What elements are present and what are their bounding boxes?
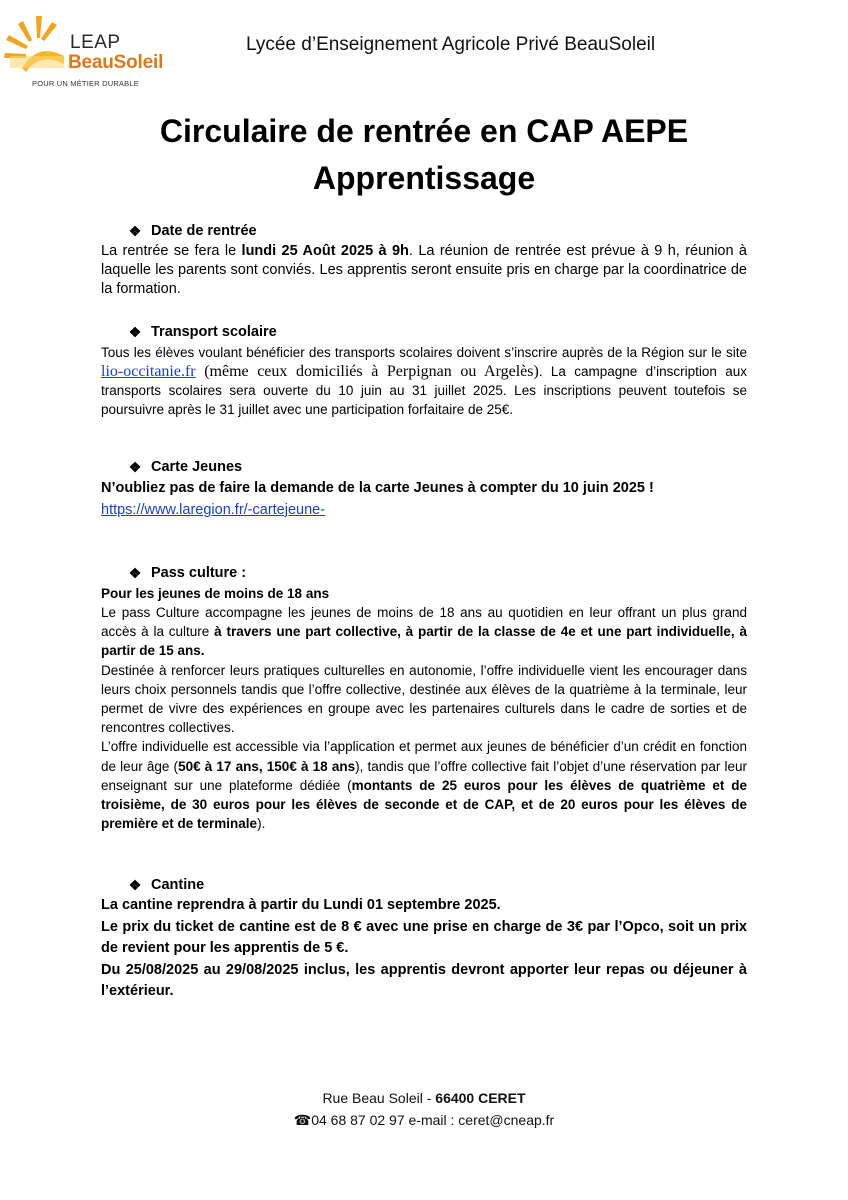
- logo-beausoleil-text: BeauSoleil: [68, 52, 164, 73]
- lio-occitanie-link[interactable]: lio-occitanie.fr: [101, 362, 196, 380]
- footer-address: [0, 1090, 848, 1106]
- section-heading: [128, 564, 747, 584]
- text: Tous les élèves voulant bénéficier des transports scolaires doivent s’inscrire auprès de la Région sur le site: [101, 344, 747, 360]
- heading-text: Transport scolaire: [151, 324, 277, 340]
- bold-text: 50€ à 17 ans, 150€ à 18 ans: [178, 758, 356, 774]
- section-heading: [128, 222, 747, 242]
- paragraph: La cantine reprendra à partir du Lundi 01 septembre 2025.: [101, 897, 501, 914]
- carte-jeunes-notice: N’oubliez pas de faire la demande de la carte Jeunes à compter du 10 juin 2025 !: [101, 480, 654, 497]
- heading-text: Cantine: [151, 876, 205, 893]
- section-heading: [128, 457, 747, 477]
- text: ), tandis que l’offre collective fait l’objet d’une réservation par leur enseignant sur une plateforme dédiée (: [101, 758, 747, 793]
- heading-text: Pass culture :: [151, 565, 247, 582]
- paragraph: [101, 242, 747, 300]
- diamond-bullet-icon: ❖: [128, 876, 142, 893]
- carte-jeune-link[interactable]: https://www.laregion.fr/-cartejeune-: [101, 501, 326, 518]
- paragraph: Le prix du ticket de cantine est de 8 € avec une prise en charge de 3€ par l’Opco, soit un prix de revient pour les apprentis de 5 €.: [101, 918, 747, 957]
- footer-contact-line: [0, 1112, 848, 1129]
- diamond-bullet-icon: ❖: [128, 324, 142, 340]
- paragraph: Du 25/08/2025 au 29/08/2025 inclus, les apprentis devront apporter leur repas ou déjeuner à l’extérieur.: [101, 961, 747, 1000]
- section-heading: [128, 323, 747, 343]
- section-cantine: [101, 875, 747, 1003]
- school-logo: [4, 12, 164, 92]
- logo-tagline: POUR UN MÉTIER DURABLE: [32, 79, 139, 88]
- text: (même ceux domiciliés à Perpignan ou Argelès): [195, 362, 539, 380]
- footer-city: 66400 CERET: [435, 1090, 526, 1106]
- logo-leap-text: LEAP: [70, 32, 121, 53]
- text: . La réunion de rentrée est prévue à 9 h, réunion à laquelle les parents sont conviés. Les apprentis seront ensuite pris en charge par la coordinatrice de la formation.: [101, 243, 748, 298]
- paragraph: [101, 343, 747, 420]
- diamond-bullet-icon: ❖: [128, 565, 142, 582]
- section-carte-jeunes: [101, 457, 747, 519]
- footer-contact: 04 68 87 02 97 e-mail : ceret@cneap.fr: [311, 1112, 555, 1128]
- subheading: Pour les jeunes de moins de 18 ans: [101, 585, 330, 601]
- school-name: Lycée d’Enseignement Agricole Privé BeauSoleil: [246, 34, 656, 55]
- paragraph: Destinée à renforcer leurs pratiques culturelles en autonomie, l’offre individuelle vient les encourager dans leurs choix personnels tandis que l’offre collective, destinée aux élèves de la quatrième à la terminale, leur permet de vivre des expériences en groupe avec les partenaires culturels dans le cadre de sorties et de rencontres collectives.: [101, 662, 747, 736]
- phone-icon: ☎: [293, 1112, 312, 1128]
- paragraph: [101, 737, 747, 833]
- title-line-2: Apprentissage: [312, 160, 536, 196]
- section-transport: [101, 323, 747, 420]
- section-date-rentree: [101, 222, 747, 300]
- sun-logo-icon: [4, 12, 74, 82]
- section-heading: [128, 875, 747, 895]
- bold-text: à travers une part collective, à partir de la classe de 4e et une part individuelle, à partir de 15 ans.: [101, 624, 747, 659]
- title-line-1: Circulaire de rentrée en CAP AEPE: [159, 113, 689, 149]
- paragraph: [101, 603, 747, 661]
- section-pass-culture: [101, 564, 747, 834]
- text: . La campagne d’inscription aux transports scolaires sera ouverte du 10 juin au 31 juillet 2025. Les inscriptions peuvent toutefois se poursuivre après le 31 juillet avec une participation forfaitaire de 25€.: [101, 363, 747, 418]
- document-body: [101, 222, 747, 1003]
- text: ).: [257, 816, 266, 832]
- footer-street: Rue Beau Soleil -: [322, 1090, 436, 1106]
- text: L’offre individuelle est accessible via l’application et permet aux jeunes de bénéficier d’un crédit en fonction de leur âge (: [101, 739, 747, 774]
- heading-text: Carte Jeunes: [151, 458, 243, 475]
- page-title: [100, 108, 748, 202]
- bold-text: montants de 25 euros pour les élèves de quatrième et de troisième, de 30 euros pour les élèves de seconde et de CAP, et de 20 euros pour les élèves de première et de terminale: [101, 777, 748, 832]
- heading-text: Date de rentrée: [151, 223, 257, 240]
- diamond-bullet-icon: ❖: [128, 223, 142, 240]
- text: Le pass Culture accompagne les jeunes de moins de 18 ans au quotidien en leur offrant un plus grand accès à la culture: [101, 605, 747, 640]
- diamond-bullet-icon: ❖: [128, 458, 142, 475]
- bold-text: lundi 25 Août 2025 à 9h: [241, 243, 409, 259]
- text: La rentrée se fera le: [101, 243, 242, 259]
